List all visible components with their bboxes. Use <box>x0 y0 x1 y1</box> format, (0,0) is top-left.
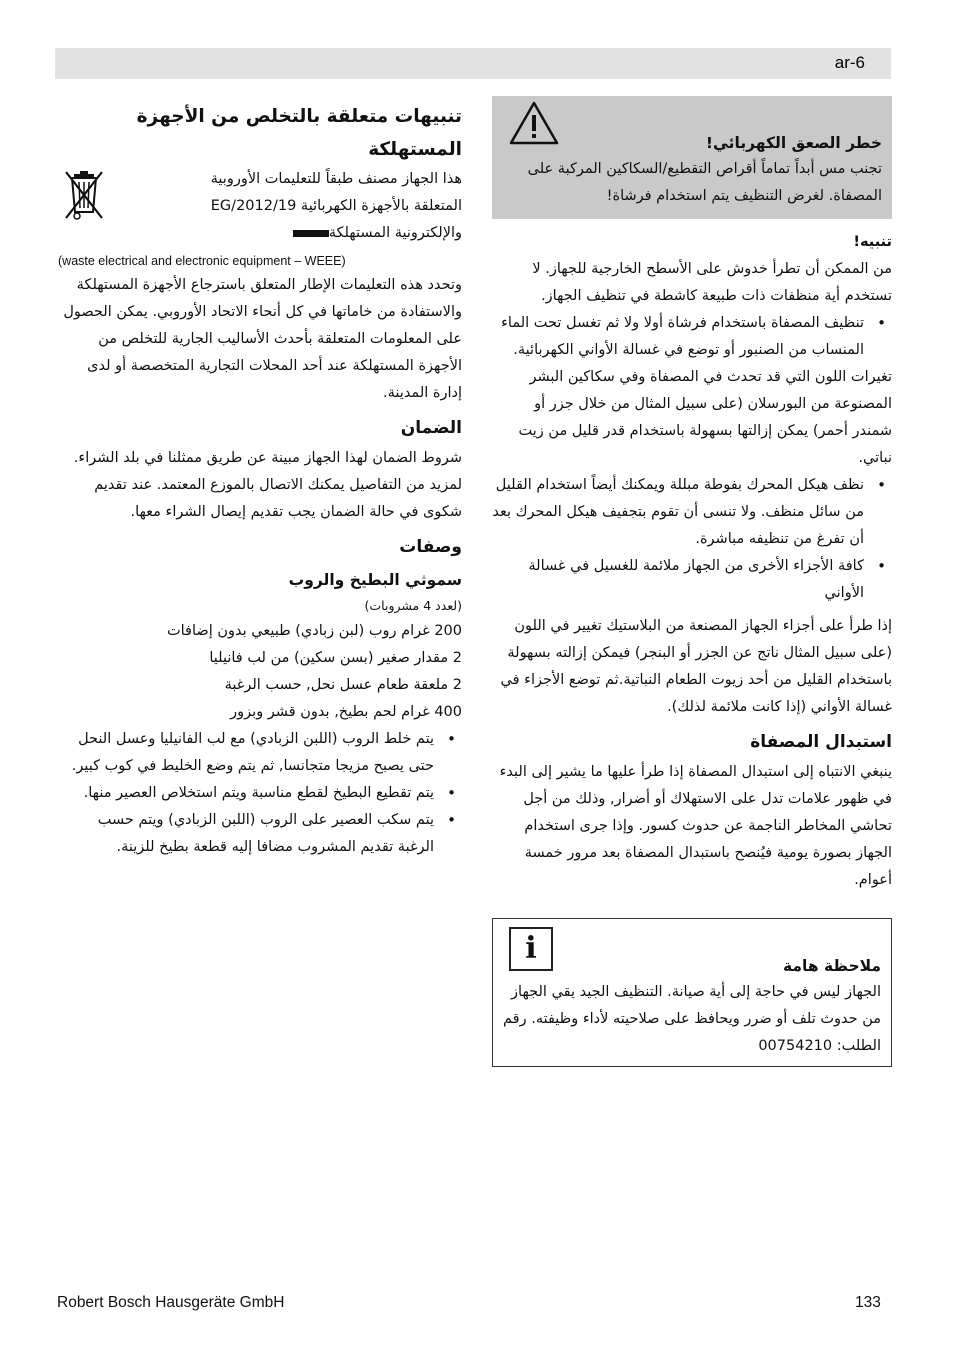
weee-line-text: والإلكترونية المستهلكة <box>328 225 462 241</box>
black-bar-symbol <box>293 230 329 237</box>
important-note-title: ملاحظة هامة <box>783 957 881 975</box>
warning-text: تجنب مس أبداً تماماً أقراص التقطيع/السكاكين المركبة على المصفاة. لغرض التنظيف يتم استخدام فرشاة! <box>527 161 882 204</box>
page-header-bar <box>55 48 891 79</box>
footer-page-number: 133 <box>855 1294 881 1311</box>
important-note-box <box>492 918 892 1067</box>
cleaning-item: • تنظيف المصفاة باستخدام فرشاة أولا ولا ثم تغسل تحت الماء المنساب من الصنبور أو توضع في غسالة الأواني الكهربائية. <box>492 310 892 364</box>
warranty-title: الضمان <box>400 418 462 438</box>
recipe-steps <box>58 726 462 861</box>
disposal-title: تنبيهات متعلقة بالتخلص من الأجهزة المستهلكة <box>136 106 462 160</box>
disposal-text: وتحدد هذه التعليمات الإطار المتعلق باسترجاع الأجهزة المستهلكة والاستفادة من خاماتها في كل أنحاء الاتحاد الأوروبي. يمكن الحصول على المعلومات المتعلقة بأحدث الأساليب الجارية للتخلص من الأجهزة المستهلكة عند أحد المحلات التجارية المتخصصة أو لدى إدارة المدينة. <box>63 277 462 401</box>
ingredient-item: 200 غرام روب (لبن زبادي) طبيعي بدون إضافات <box>166 623 462 639</box>
replacement-text: ينبغي الانتباه إلى استبدال المصفاة إذا طرأ عليها ما يشير إلى البدء في ظهور علامات تدل على الاستهلاك أو أضرار, وذلك من أجل تحاشي المخاطر الناجمة عن حدوث كسور. وإذا جرى استخدام الجهاز بصورة يومية فيُنصح باستبدال المصفاة بعد مرور خمسة أعوام. <box>499 764 892 888</box>
warning-title: خطر الصعق الكهربائي! <box>705 134 882 152</box>
weee-line: المتعلقة بالأجهزة الكهربائية 2012/19/EG <box>210 198 462 214</box>
ingredient-item: 2 ملعقة طعام عسل نحل, حسب الرغبة <box>224 677 462 693</box>
ingredient-item: 2 مقدار صغير (بسن سكين) من لب فانيليا <box>209 650 462 666</box>
right-column <box>492 96 892 1067</box>
recipes-title: وصفات <box>399 537 462 557</box>
recipe-step: • يتم خلط الروب (اللبن الزبادي) مع لب الفانيليا وعسل النحل حتى يصبح مزيجا متجانسا, ثم يتم وضع الخليط في كوب كبير. <box>58 726 462 780</box>
cleaning-item: • نظف هيكل المحرك بفوطة مبللة ويمكنك أيضاً استخدام القليل من سائل منظف. ولا تنسى أن تقوم بتجفيف هيكل المحرك بعد أن تفرغ من تنظيفه مباشرة. <box>492 472 892 553</box>
color-change-note: تغيرات اللون التي قد تحدث في المصفاة وفي سكاكين البشر المصنوعة من البورسلان (على سبيل المثال من خلال جزر أو شمندر أحمر) يمكن إزالتها بسهولة باستخدام قدر قليل من زيت نباتي. <box>518 369 892 466</box>
weee-english-line: (waste electrical and electronic equipment – WEEE) <box>58 254 346 268</box>
crossed-bin-icon <box>64 168 104 230</box>
important-note-text: الجهاز ليس في حاجة إلى أية صيانة. التنظيف الجيد يقي الجهاز من حدوث تلف أو ضرر ويحافظ على صلاحيته لأداء وظيفته. رقم الطلب: 00754210 <box>503 984 881 1054</box>
warning-triangle-icon <box>508 100 560 146</box>
recipe-servings: (لعدد 4 مشروبات) <box>364 598 462 613</box>
warranty-text: شروط الضمان لهذا الجهاز مبينة عن طريق ممثلنا في بلد الشراء. لمزيد من التفاصيل يمكنك الاتصال بالموزع المعتمد. عند تقديم شكوى في حالة الضمان يجب تقديم إيصال الشراء معها. <box>73 450 462 520</box>
recipe-title: سموثي البطيخ والروب <box>288 571 462 589</box>
warning-box <box>492 96 892 219</box>
weee-line <box>120 220 462 247</box>
page-code: ar-6 <box>834 53 865 72</box>
recipe-step: • يتم سكب العصير على الروب (اللبن الزبادي) ويتم حسب الرغبة تقديم المشروب مضافا إليه قطعة بطيخ للزينة. <box>58 807 462 861</box>
weee-notice <box>58 166 462 250</box>
plastic-note: إذا طرأ على أجزاء الجهاز المصنعة من البلاستيك تغيير في اللون (على سبيل المثال ناتج عن الجزر أو البنجر) فيمكن إزالته بسهولة باستخدام القليل من أحد زيوت الطعام النباتية.ثم توضع الأجزاء في غسالة الأواني (إذا كانت ملائمة لذلك). <box>500 618 892 715</box>
cleaning-item: • كافة الأجزاء الأخرى من الجهاز ملائمة للغسيل في غسالة الأواني <box>492 553 892 607</box>
cleaning-list-2 <box>492 472 892 607</box>
left-column <box>58 100 462 861</box>
caution-title: تنبيه! <box>853 234 892 250</box>
cleaning-list <box>492 310 892 364</box>
recipe-step: • يتم تقطيع البطيخ لقطع مناسبة ويتم استخلاص العصير منها. <box>58 780 462 807</box>
weee-line: هذا الجهاز مصنف طبقاً للتعليمات الأوروبية <box>210 171 462 187</box>
ingredient-item: 400 غرام لحم بطيخ, بدون قشر وبزور <box>230 704 462 720</box>
footer-company: Robert Bosch Hausgeräte GmbH <box>57 1294 285 1311</box>
caution-text: من الممكن أن تطرأ خدوش على الأسطح الخارجية للجهاز. لا تستخدم أية منظفات ذات طبيعة كاشطة في تنظيف الجهاز. <box>532 261 892 304</box>
info-icon: i <box>509 927 553 971</box>
replacement-title: استبدال المصفاة <box>750 732 892 752</box>
